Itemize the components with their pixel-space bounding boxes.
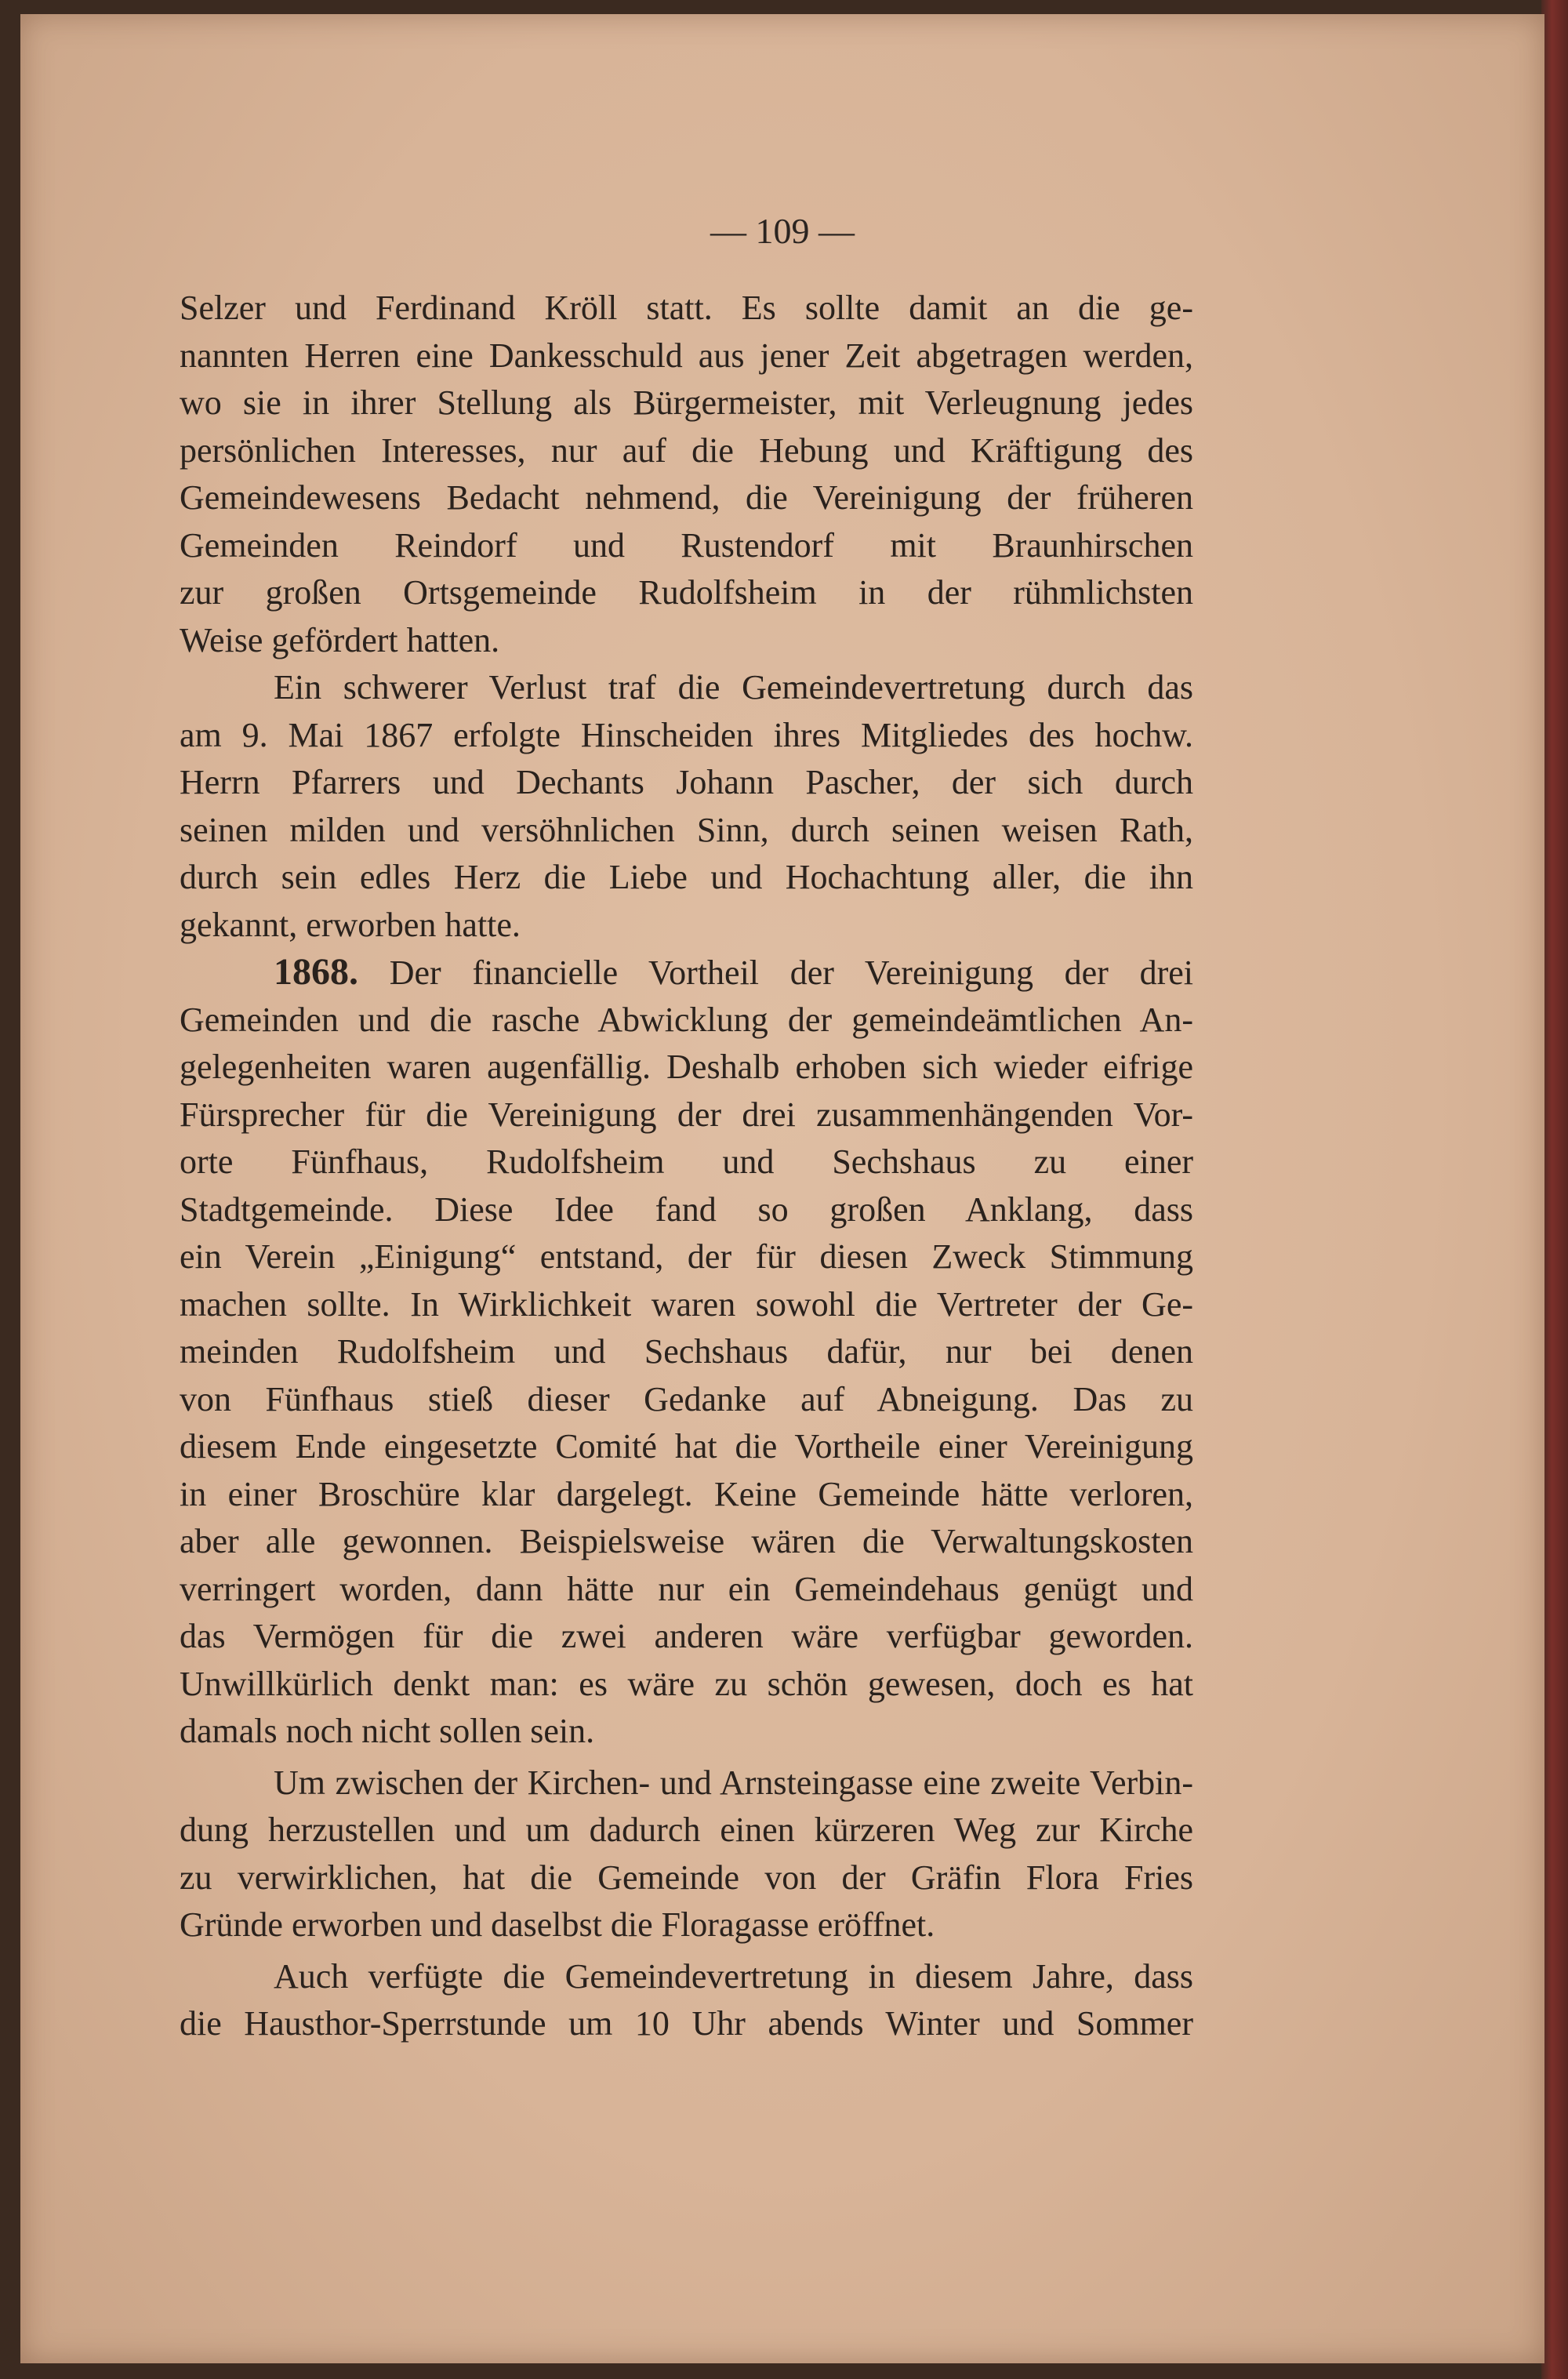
text-line	[180, 759, 1193, 807]
line-text: Stadtgemeinde. Diese Idee fand so großen Anklang, dass	[180, 1190, 1193, 1229]
line-text: damals noch nicht sollen sein.	[180, 1712, 595, 1750]
text-line	[180, 474, 1193, 522]
text-line	[180, 569, 1193, 617]
text-line	[180, 712, 1193, 760]
line-text: machen sollte. In Wirklichkeit waren sowohl die Vertreter der Ge-	[180, 1284, 1193, 1324]
line-text: Auch verfügte die Gemeindevertretung in diesem Jahre, dass	[274, 1956, 1193, 1996]
line-text: Herrn Pfarrers und Dechants Johann Pascher, der sich durch	[180, 763, 1193, 801]
line-text: Der financielle Vortheil der Vereinigung der drei	[389, 953, 1194, 992]
line-text: diesem Ende eingesetzte Comité hat die Vortheile einer Vereinigung	[180, 1427, 1193, 1466]
line-text: das Vermögen für die zwei anderen wäre verfügbar geworden.	[180, 1617, 1193, 1655]
text-line	[180, 1044, 1193, 1091]
line-text: dung herzustellen und um dadurch einen kürzeren Weg zur Kirche	[180, 1811, 1193, 1849]
text-line	[180, 1854, 1193, 1902]
line-text: zur großen Ortsgemeinde Rudolfsheim in der rühmlichsten	[180, 573, 1193, 612]
text-line	[180, 380, 1193, 427]
text-line	[180, 1376, 1193, 1424]
line-text: Um zwischen der Kirchen- und Arnsteingasse eine zweite Verbin-	[274, 1763, 1193, 1802]
book-page	[20, 14, 1544, 2363]
line-text: Gründe erworben und daselbst die Floragasse eröffnet.	[180, 1905, 935, 1944]
text-line	[180, 1807, 1193, 1854]
text-line	[180, 1708, 1193, 1756]
line-text: verringert worden, dann hätte nur ein Gemeindehaus genügt und	[180, 1569, 1193, 1608]
text-line	[180, 617, 1193, 665]
text-line	[180, 1661, 1193, 1709]
line-text: Weise gefördert hatten.	[180, 620, 500, 659]
paragraph	[180, 1760, 1193, 1949]
line-text: ein Verein „Einigung“ entstand, der für diesen Zweck Stimmung	[180, 1237, 1193, 1276]
line-text: orte Fünfhaus, Rudolfsheim und Sechshaus zu einer	[180, 1142, 1193, 1181]
line-text: Gemeindewesens Bedacht nehmend, die Vereinigung der früheren	[180, 478, 1193, 517]
year-heading: 1868.	[274, 951, 358, 993]
text-line	[180, 807, 1193, 855]
text-line	[180, 332, 1193, 380]
text-line	[180, 522, 1193, 570]
text-line	[180, 1953, 1193, 2001]
paragraph	[180, 664, 1193, 949]
page-number: — 109 —	[710, 211, 855, 251]
line-text: Selzer und Ferdinand Kröll statt. Es sollte damit an die ge-	[180, 289, 1193, 327]
line-text: aber alle gewonnen. Beispielsweise wären die Verwaltungskosten	[180, 1522, 1193, 1560]
text-line	[180, 949, 1193, 997]
paragraph	[180, 949, 1193, 1756]
text-line	[180, 1901, 1193, 1949]
text-line	[180, 427, 1193, 475]
text-line	[180, 285, 1193, 332]
text-line	[180, 997, 1193, 1044]
line-text: die Hausthor-Sperrstunde um 10 Uhr abends Winter und Sommer	[180, 2004, 1193, 2043]
line-text: Ein schwerer Verlust traf die Gemeindevertretung durch das	[274, 668, 1193, 706]
line-text: durch sein edles Herz die Liebe und Hochachtung aller, die ihn	[180, 858, 1193, 896]
text-line	[180, 1091, 1193, 1139]
line-text: zu verwirklichen, hat die Gemeinde von der Gräfin Flora Fries	[180, 1858, 1193, 1897]
text-line	[180, 1328, 1193, 1376]
text-line	[180, 1281, 1193, 1329]
paragraph	[180, 1953, 1193, 2048]
text-line	[180, 1139, 1193, 1186]
text-line	[180, 1760, 1193, 1807]
line-text: Unwillkürlich denkt man: es wäre zu schön gewesen, doch es hat	[180, 1664, 1193, 1703]
text-line	[180, 1233, 1193, 1281]
line-text: persönlichen Interesses, nur auf die Hebung und Kräftigung des	[180, 430, 1193, 470]
text-line	[180, 664, 1193, 712]
line-text: gelegenheiten waren augenfällig. Deshalb erhoben sich wieder eifrige	[180, 1048, 1193, 1086]
text-line	[180, 1186, 1193, 1234]
body-text	[180, 285, 1193, 2048]
text-line	[180, 1423, 1193, 1471]
line-text: in einer Broschüre klar dargelegt. Keine Gemeinde hätte verloren,	[180, 1474, 1193, 1513]
text-line	[180, 1518, 1193, 1566]
paragraph	[180, 285, 1193, 664]
line-text: wo sie in ihrer Stellung als Bürgermeister, mit Verleugnung jedes	[180, 383, 1193, 422]
line-text: am 9. Mai 1867 erfolgte Hinscheiden ihres Mitgliedes des hochw.	[180, 715, 1193, 754]
line-text: meinden Rudolfsheim und Sechshaus dafür, nur bei denen	[180, 1332, 1193, 1371]
text-line	[180, 1566, 1193, 1614]
text-line	[180, 2000, 1193, 2048]
text-line	[180, 1471, 1193, 1519]
book-spine-edge	[1541, 0, 1568, 2379]
line-text: gekannt, erworben hatte.	[180, 905, 521, 944]
line-text: nannten Herren eine Dankesschuld aus jener Zeit abgetragen werden,	[180, 336, 1193, 375]
line-text: Gemeinden und die rasche Abwicklung der gemeindeämtlichen An-	[180, 1000, 1193, 1039]
line-text: Fürsprecher für die Vereinigung der drei zusammenhängenden Vor-	[180, 1095, 1193, 1134]
line-text: seinen milden und versöhnlichen Sinn, durch seinen weisen Rath,	[180, 810, 1193, 849]
line-text: Gemeinden Reindorf und Rustendorf mit Braunhirschen	[180, 525, 1193, 565]
line-text: von Fünfhaus stieß dieser Gedanke auf Abneigung. Das zu	[180, 1379, 1193, 1418]
text-line	[180, 854, 1193, 902]
text-line	[180, 902, 1193, 950]
text-line	[180, 1613, 1193, 1661]
